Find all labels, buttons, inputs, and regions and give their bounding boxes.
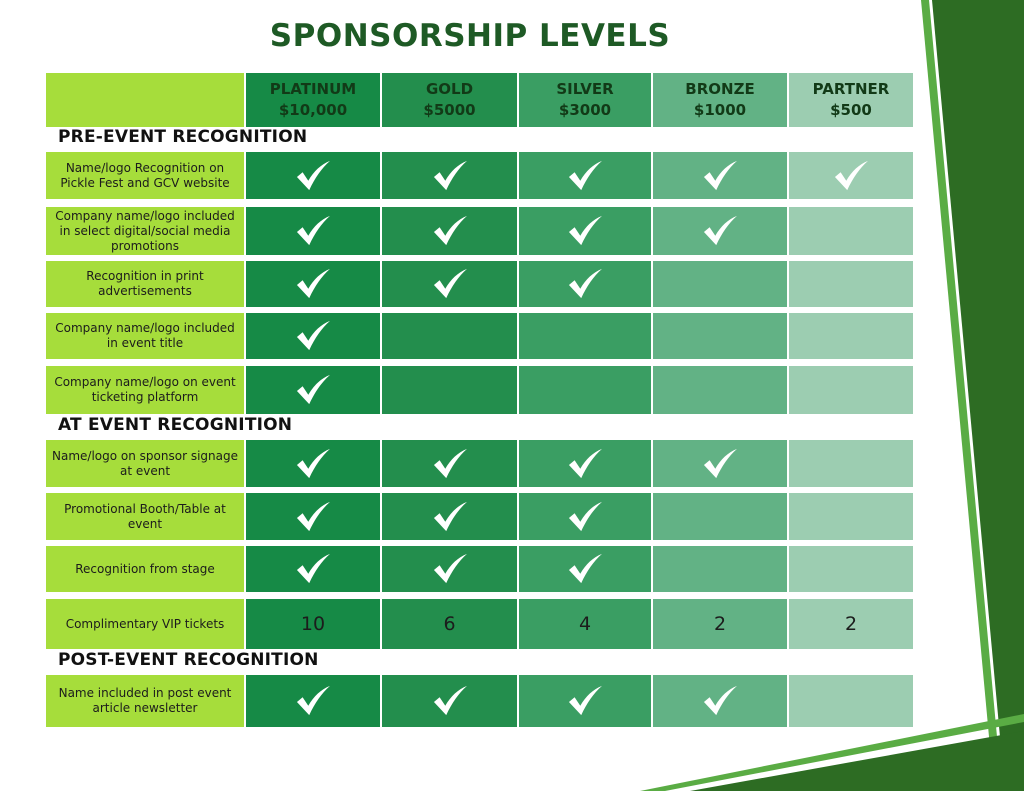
tier-cell-platinum [246,599,380,649]
checkmark-icon [566,267,604,301]
tier-cell-gold [382,599,517,649]
tier-price: $1000 [693,101,747,119]
tier-cell-partner [789,152,913,199]
tier-cell-bronze [653,675,787,727]
section-heading: POST-EVENT RECOGNITION [58,650,319,670]
checkmark-icon [566,500,604,534]
tier-cell-partner [789,366,913,414]
tier-cell-partner [789,493,913,540]
tier-cell-silver [519,313,651,359]
tier-cell-bronze [653,261,787,307]
ticket-count: 6 [443,613,456,635]
benefit-label: Company name/logo included in event title [46,313,244,359]
checkmark-icon [431,552,469,586]
tier-cell-silver [519,207,651,255]
tier-cell-silver [519,675,651,727]
tier-cell-partner [789,546,913,592]
tier-cell-partner [789,313,913,359]
tier-name: PARTNER [812,80,890,98]
tier-cell-platinum [246,313,380,359]
tier-price: $5000 [423,101,476,119]
tier-name: GOLD [425,80,474,98]
tier-price: $3000 [558,101,612,119]
tier-header-platinum [246,73,380,127]
tier-cell-silver [519,599,651,649]
tier-name: SILVER [556,80,614,98]
tier-cell-platinum [246,493,380,540]
checkmark-icon [701,159,739,193]
tier-cell-partner [789,207,913,255]
tier-cell-gold [382,261,517,307]
tier-cell-platinum [246,440,380,487]
tier-cell-platinum [246,366,380,414]
checkmark-icon [431,447,469,481]
page-title: SPONSORSHIP LEVELS [269,18,671,54]
tier-cell-bronze [653,599,787,649]
checkmark-icon [431,159,469,193]
ticket-count: 2 [713,613,727,635]
checkmark-icon [566,159,604,193]
tier-cell-partner [789,261,913,307]
tier-header-silver [519,73,651,127]
tier-cell-silver [519,152,651,199]
checkmark-icon [294,500,332,534]
checkmark-icon [431,500,469,534]
tier-cell-silver [519,366,651,414]
tier-cell-gold [382,546,517,592]
ticket-count: 10 [300,613,326,635]
tier-cell-silver [519,546,651,592]
checkmark-icon [701,214,739,248]
benefit-label: Promotional Booth/Table at event [46,493,244,540]
checkmark-icon [431,684,469,718]
tier-cell-bronze [653,152,787,199]
checkmark-icon [566,684,604,718]
checkmark-icon [294,214,332,248]
tier-cell-bronze [653,366,787,414]
tier-header-bronze [653,73,787,127]
ticket-count: 4 [578,613,592,635]
tier-cell-gold [382,440,517,487]
tier-cell-gold [382,152,517,199]
checkmark-icon [566,214,604,248]
benefit-label: Name included in post event article newsletter [46,675,244,727]
tier-header-gold [382,73,517,127]
tier-cell-platinum [246,207,380,255]
tier-cell-partner [789,675,913,727]
tier-cell-bronze [653,440,787,487]
checkmark-icon [294,447,332,481]
tier-cell-bronze [653,546,787,592]
tier-header-partner [789,73,913,127]
tier-cell-gold [382,207,517,255]
tier-price: $500 [830,101,872,119]
tier-cell-bronze [653,207,787,255]
benefit-label: Name/logo on sponsor signage at event [46,440,244,487]
checkmark-icon [294,319,332,353]
tier-cell-platinum [246,546,380,592]
checkmark-icon [294,373,332,407]
benefit-label: Company name/logo on event ticketing platform [46,366,244,414]
benefit-label: Recognition from stage [46,546,244,592]
tier-cell-platinum [246,261,380,307]
benefit-label: Recognition in print advertisements [46,261,244,307]
checkmark-icon [701,447,739,481]
tier-cell-partner [789,440,913,487]
checkmark-icon [566,552,604,586]
tier-name: PLATINUM [269,80,357,98]
checkmark-icon [566,447,604,481]
header-label-corner [46,73,244,127]
tier-cell-gold [382,366,517,414]
checkmark-icon [294,684,332,718]
benefit-label: Company name/logo included in select digital/social media promotions [46,207,244,255]
checkmark-icon [431,214,469,248]
tier-cell-gold [382,313,517,359]
checkmark-icon [431,267,469,301]
checkmark-icon [294,267,332,301]
section-heading: PRE-EVENT RECOGNITION [58,127,308,147]
checkmark-icon [294,159,332,193]
tier-cell-bronze [653,493,787,540]
tier-cell-silver [519,493,651,540]
tier-cell-gold [382,675,517,727]
benefit-label: Name/logo Recognition on Pickle Fest and GCV website [46,152,244,199]
tier-cell-platinum [246,675,380,727]
checkmark-icon [294,552,332,586]
tier-name: BRONZE [685,80,755,98]
tier-cell-platinum [246,152,380,199]
tier-cell-silver [519,440,651,487]
tier-price: $10,000 [278,101,348,119]
section-heading: AT EVENT RECOGNITION [58,415,293,435]
checkmark-icon [701,684,739,718]
ticket-count: 2 [844,613,858,635]
tier-cell-partner [789,599,913,649]
tier-cell-silver [519,261,651,307]
tier-cell-bronze [653,313,787,359]
checkmark-icon [832,159,870,193]
benefit-label: Complimentary VIP tickets [46,599,244,649]
tier-cell-gold [382,493,517,540]
